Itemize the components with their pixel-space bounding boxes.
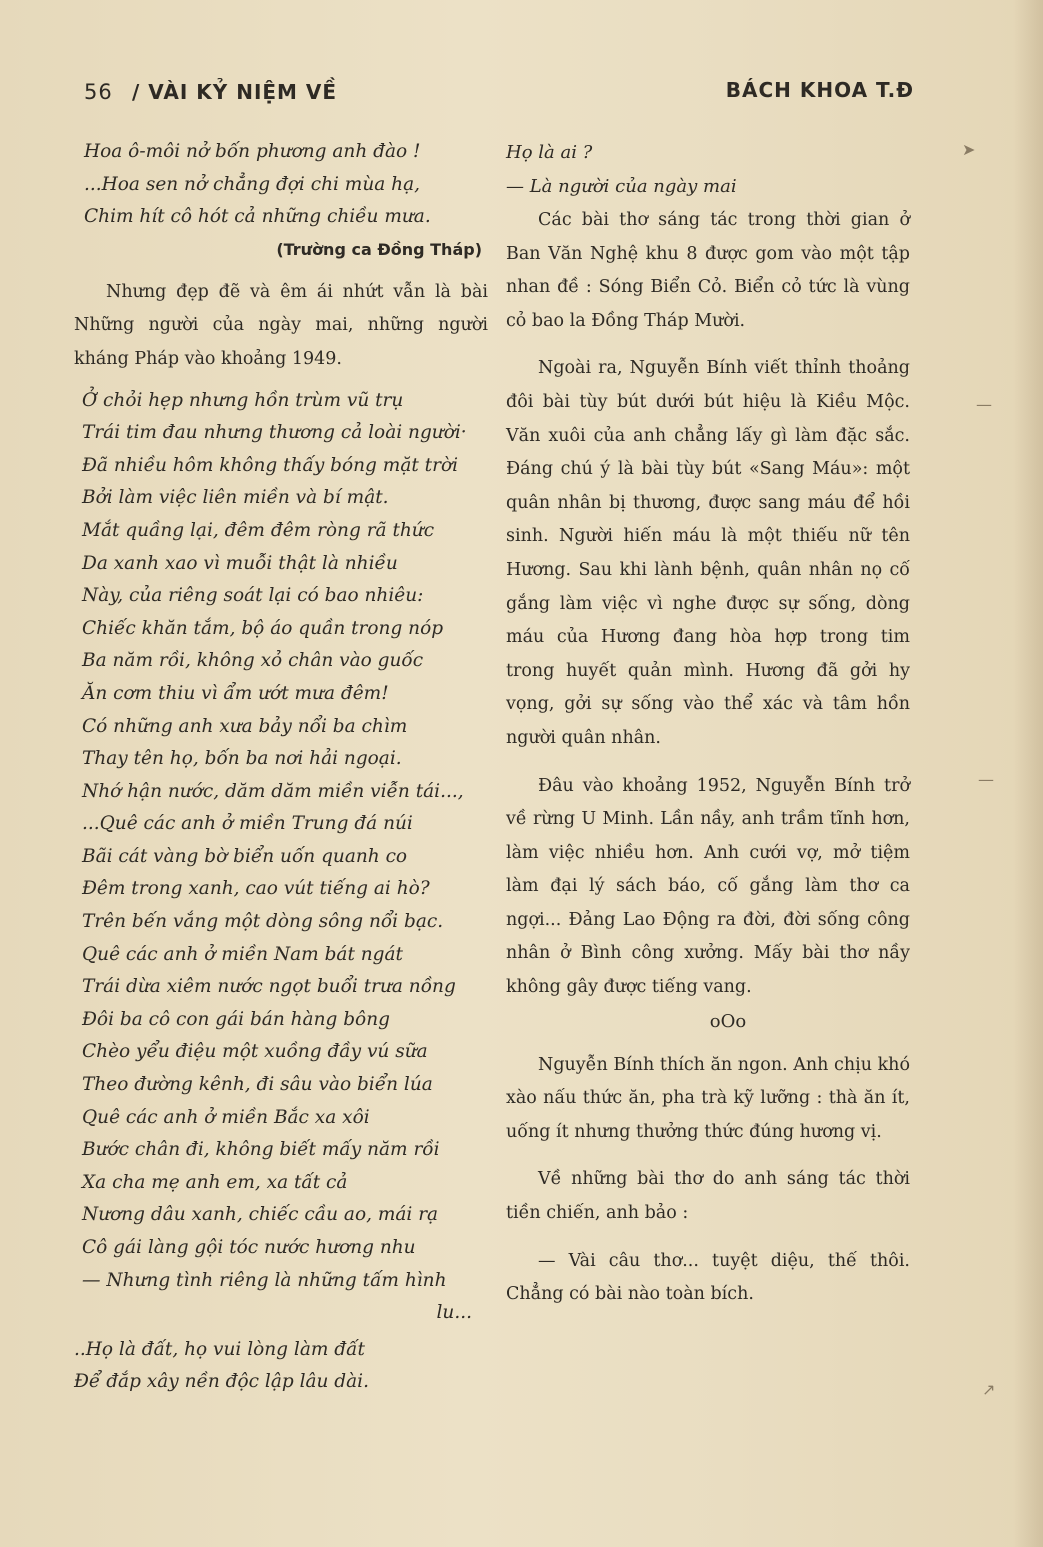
poem-line: Hoa ô-môi nở bốn phương anh đào ! [84,141,421,162]
poem-line: Bước chân đi, không biết mấy năm rồi [82,1139,440,1161]
publication-name: BÁCH KHOA T.Đ [725,78,914,102]
poem-line: Ba năm rồi, không xỏ chân vào guốc [82,650,424,672]
paragraph: Đâu vào khoảng 1952, Nguyễn Bính trở về rừng U Minh. Lần nầy, anh trầm tĩnh hơn, làm việc nhiều hơn. Anh cưới vợ, mở tiệm làm đại lý sách báo, cố gắng làm thơ ca ngợi... Đảng Lao Động ra đời, đời sống công nhân ở Bình công xưởng. Mấy bài thơ nầy không gây được tiếng vang. [506,775,910,998]
scan-mark: ➤ [962,140,976,159]
poem-excerpt-2 [74,385,488,1330]
scan-mark: ↗ [982,1380,996,1399]
poem-line: Trên bến vắng một dòng sông nổi bạc. [82,911,444,933]
running-title: / VÀI KỶ NIỆM VỀ [132,80,338,104]
poem-line: Bãi cát vàng bờ biển uốn quanh co [82,845,408,867]
paragraph: — Vài câu thơ... tuyệt diệu, thế thôi. Chẳng có bài nào toàn bích. [506,1250,910,1305]
paragraph: Ngoài ra, Nguyễn Bính viết thỉnh thoảng đôi bài tùy bút dưới bút hiệu là Kiều Mộc. Văn xuôi của anh chẳng lấy gì làm đặc sắc. Đáng chú ý là bài tùy bút «Sang Máu»: một quân nhân bị thương, được sang máu để hồi sinh. Người hiến máu là một thiếu nữ tên Hương. Sau khi lành bệnh, quân nhân nọ cố gắng làm việc vì nghe được sự sống, dòng máu của Hương đang hòa hợp trong tim trong huyết quản mình. Hương đã gởi hy vọng, gởi sự sống vào thể xác và tâm hồn người quân nhân. [506,358,910,748]
poem-excerpt-1 [74,136,488,234]
paragraph: Các bài thơ sáng tác trong thời gian ở Ban Văn Nghệ khu 8 được gom vào một tập nhan đề : Sóng Biển Cỏ. Biển cỏ tức là vùng cỏ bao la Đồng Tháp Mười. [506,210,910,331]
poem-line: Trái dừa xiêm nước ngọt buổi trưa nồng [82,976,456,998]
poem-line: Chim hít cô hót cả những chiều mưa. [84,206,431,228]
poem-line: Chèo yểu điệu một xuồng đầy vú sữa [82,1041,428,1063]
paragraph: Nhưng đẹp đẽ và êm ái nhứt vẫn là bài Những người của ngày mai, những người kháng Pháp vào khoảng 1949. [74,281,488,369]
poem-line: — Nhưng tình riêng là những tấm hình [82,1269,447,1291]
right-column [506,136,910,1312]
poem-line: Da xanh xao vì muỗi thật là nhiều [82,552,398,574]
poem-line: Có những anh xưa bảy nổi ba chìm [82,715,408,737]
poem-line: Đôi ba cô con gái bán hàng bông [82,1008,390,1030]
paragraph: Về những bài thơ do anh sáng tác thời tiền chiến, anh bảo : [506,1169,910,1224]
poem-line: Ở chỏi hẹp nhưng hồn trùm vũ trụ [82,389,404,411]
poem-line: Theo đường kênh, đi sâu vào biển lúa [82,1074,433,1096]
poem-line: Đã nhiều hôm không thấy bóng mặt trời [82,454,458,476]
section-separator: oOo [709,1010,747,1032]
poem-excerpt-3 [74,1334,488,1399]
scan-mark: — [978,770,994,789]
left-column [74,136,488,1399]
poem-line: Trái tim đau nhưng thương cả loài người· [82,422,467,444]
poem-line: Chiếc khăn tắm, bộ áo quần trong nóp [82,617,444,639]
poem-line: Để đắp xây nền độc lập lâu dài. [74,1371,369,1393]
poem-line: Mắt quầng lại, đêm đêm ròng rã thức [82,519,435,541]
poem-line: Quê các anh ở miền Bắc xa xôi [82,1106,370,1128]
poem-line: ..Họ là đất, họ vui lòng làm đất [74,1338,365,1360]
poem-line: Ăn cơm thiu vì ẩm ướt mưa đêm! [82,682,389,704]
poem-line: Cô gái làng gội tóc nước hương nhu [82,1237,416,1258]
poem-line: Nương dâu xanh, chiếc cầu ao, mái rạ [82,1204,439,1226]
page-header [84,74,914,114]
poem-line: Bởi làm việc liên miền và bí mật. [82,487,389,509]
poem-line: Họ là ai ? [506,142,593,163]
page-number: 56 [84,80,113,104]
poem-line: ...Quê các anh ở miền Trung đá núi [82,813,413,835]
poem-line: Này, của riêng soát lại có bao nhiêu: [82,585,424,607]
poem-line: Xa cha mẹ anh em, xa tất cả [82,1171,348,1193]
poem-line: lu... [436,1302,472,1324]
poem-line: Đêm trong xanh, cao vút tiếng ai hò? [82,878,430,900]
poem-line: ...Hoa sen nở chẳng đợi chi mùa hạ, [84,173,420,195]
poem-source: (Trường ca Đồng Tháp) [276,239,482,259]
poem-line: — Là người của ngày mai [506,176,737,197]
poem-line: Quê các anh ở miền Nam bát ngát [82,943,403,965]
paragraph: Nguyễn Bính thích ăn ngon. Anh chịu khó xào nấu thức ăn, pha trà kỹ lưỡng : thà ăn ít, uống ít nhưng thưởng thức đúng hương vị. [506,1054,910,1142]
scan-mark: — [976,395,992,414]
poem-line: Thay tên họ, bốn ba nơi hải ngoại. [82,748,402,770]
poem-line: Nhớ hận nước, dăm dăm miền viễn tái..., [82,780,464,802]
